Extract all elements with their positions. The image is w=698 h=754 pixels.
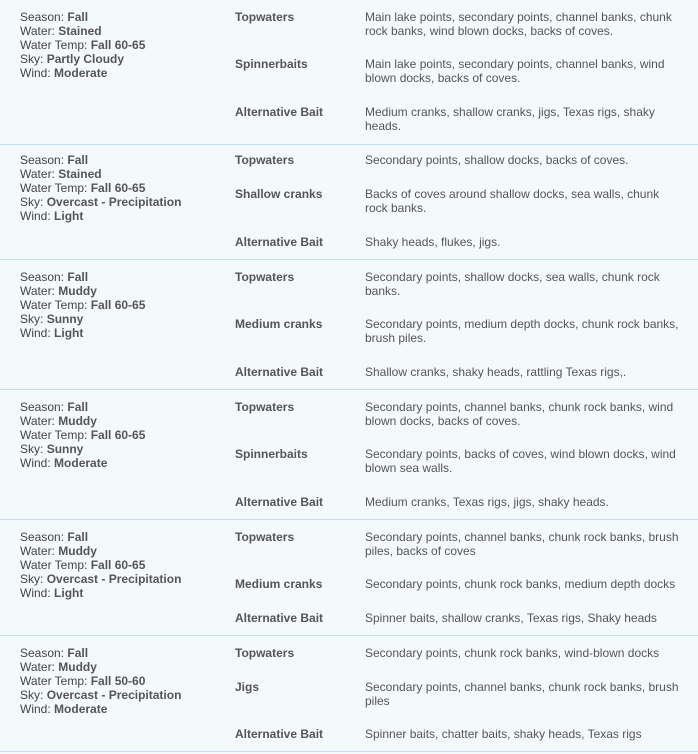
bait-name: Medium cranks: [235, 577, 323, 591]
wind-line: Wind: Light: [20, 209, 84, 223]
condition-block: [0, 145, 698, 260]
sky-value: Sunny: [46, 442, 84, 456]
condition-block: [0, 390, 698, 520]
season-value: Fall: [67, 400, 89, 414]
wind-value: Moderate: [54, 702, 108, 716]
water-line: Water: Stained: [20, 167, 102, 181]
wind-line: Wind: Moderate: [20, 456, 108, 470]
wind-value: Light: [54, 209, 84, 223]
temp-line: Water Temp: Fall 50-60: [20, 674, 146, 688]
wind-value: Light: [54, 326, 84, 340]
condition-block: [0, 636, 698, 752]
condition-block: [0, 0, 698, 145]
bait-name: Alternative Bait: [235, 727, 324, 741]
season-line: Season: Fall: [20, 153, 89, 167]
temp-value: Fall 60-65: [90, 558, 146, 572]
bait-locations: Secondary points, backs of coves, wind blown docks, wind blown sea walls.: [365, 447, 676, 475]
sky-line: Sky: Overcast - Precipitation: [20, 572, 182, 586]
bait-locations: Main lake points, secondary points, channel banks, wind blown docks, backs of coves.: [365, 57, 665, 85]
temp-value: Fall 60-65: [90, 38, 146, 52]
bait-locations: Secondary points, medium depth docks, chunk rock banks, brush piles.: [365, 317, 679, 345]
bait-locations: Spinner baits, shallow cranks, Texas rigs, Shaky heads: [365, 611, 657, 625]
bait-locations: Secondary points, shallow docks, sea walls, chunk rock banks.: [365, 270, 660, 298]
bait-name: Medium cranks: [235, 317, 323, 331]
conditions-list: [20, 646, 230, 716]
bait-name: Alternative Bait: [235, 105, 324, 119]
season-value: Fall: [67, 153, 89, 167]
wind-value: Moderate: [54, 456, 108, 470]
bait-locations: Medium cranks, shallow cranks, jigs, Texas rigs, shaky heads.: [365, 105, 655, 133]
sky-value: Overcast - Precipitation: [46, 688, 182, 702]
temp-line: Water Temp: Fall 60-65: [20, 298, 146, 312]
bait-locations: Medium cranks, Texas rigs, jigs, shaky heads.: [365, 495, 609, 509]
water-line: Water: Muddy: [20, 544, 97, 558]
season-line: Season: Fall: [20, 10, 89, 24]
sky-value: Sunny: [46, 312, 84, 326]
water-line: Water: Muddy: [20, 414, 97, 428]
temp-line: Water Temp: Fall 60-65: [20, 558, 146, 572]
sky-line: Sky: Sunny: [20, 442, 84, 456]
bait-name: Topwaters: [235, 270, 295, 284]
bait-name: Alternative Bait: [235, 611, 324, 625]
bait-locations: Secondary points, channel banks, chunk rock banks, wind blown docks, backs of coves.: [365, 400, 674, 428]
wind-value: Light: [54, 586, 84, 600]
water-value: Muddy: [58, 544, 97, 558]
bait-name: Topwaters: [235, 10, 295, 24]
sky-line: Sky: Partly Cloudy: [20, 52, 125, 66]
temp-line: Water Temp: Fall 60-65: [20, 428, 146, 442]
temp-line: Water Temp: Fall 60-65: [20, 38, 146, 52]
sky-line: Sky: Sunny: [20, 312, 84, 326]
wind-line: Wind: Light: [20, 586, 84, 600]
water-line: Water: Muddy: [20, 660, 97, 674]
temp-value: Fall 50-60: [90, 674, 146, 688]
conditions-list: [20, 153, 230, 223]
bait-locations: Secondary points, shallow docks, backs of coves.: [365, 153, 629, 167]
season-value: Fall: [67, 530, 89, 544]
water-value: Muddy: [58, 660, 97, 674]
bait-name: Jigs: [235, 680, 260, 694]
season-line: Season: Fall: [20, 400, 89, 414]
bait-name: Alternative Bait: [235, 365, 324, 379]
sky-value: Overcast - Precipitation: [46, 572, 182, 586]
sky-value: Overcast - Precipitation: [46, 195, 182, 209]
wind-value: Moderate: [54, 66, 108, 80]
water-line: Water: Muddy: [20, 284, 97, 298]
bait-locations: Main lake points, secondary points, channel banks, chunk rock banks, wind blown docks, backs of coves.: [365, 10, 672, 38]
water-value: Stained: [58, 167, 102, 181]
bait-name: Alternative Bait: [235, 495, 324, 509]
season-line: Season: Fall: [20, 270, 89, 284]
bait-locations: Secondary points, chunk rock banks, wind-blown docks: [365, 646, 660, 660]
season-value: Fall: [67, 270, 89, 284]
temp-value: Fall 60-65: [90, 298, 146, 312]
bait-name: Topwaters: [235, 153, 295, 167]
bait-locations: Shaky heads, flukes, jigs.: [365, 235, 501, 249]
temp-value: Fall 60-65: [90, 428, 146, 442]
season-line: Season: Fall: [20, 530, 89, 544]
temp-line: Water Temp: Fall 60-65: [20, 181, 146, 195]
sky-line: Sky: Overcast - Precipitation: [20, 688, 182, 702]
water-line: Water: Stained: [20, 24, 102, 38]
bait-locations: Backs of coves around shallow docks, sea walls, chunk rock banks.: [365, 187, 660, 215]
bait-locations: Shallow cranks, shaky heads, rattling Texas rigs,.: [365, 365, 627, 379]
bait-locations: Secondary points, channel banks, chunk rock banks, brush piles, backs of coves: [365, 530, 679, 558]
wind-line: Wind: Moderate: [20, 702, 108, 716]
bait-name: Topwaters: [235, 400, 295, 414]
wind-line: Wind: Light: [20, 326, 84, 340]
bait-locations: Spinner baits, chatter baits, shaky heads, Texas rigs: [365, 727, 642, 741]
condition-block: [0, 520, 698, 636]
conditions-list: [20, 270, 230, 340]
bait-name: Topwaters: [235, 646, 295, 660]
bait-name: Topwaters: [235, 530, 295, 544]
conditions-list: [20, 400, 230, 470]
bait-name: Spinnerbaits: [235, 57, 308, 71]
water-value: Muddy: [58, 414, 97, 428]
conditions-list: [20, 10, 230, 80]
conditions-list: [20, 530, 230, 600]
season-line: Season: Fall: [20, 646, 89, 660]
sky-line: Sky: Overcast - Precipitation: [20, 195, 182, 209]
bait-locations: Secondary points, chunk rock banks, medium depth docks: [365, 577, 676, 591]
bait-locations: Secondary points, channel banks, chunk rock banks, brush piles: [365, 680, 679, 708]
season-value: Fall: [67, 646, 89, 660]
bait-name: Spinnerbaits: [235, 447, 308, 461]
wind-line: Wind: Moderate: [20, 66, 108, 80]
temp-value: Fall 60-65: [90, 181, 146, 195]
water-value: Muddy: [58, 284, 97, 298]
water-value: Stained: [58, 24, 102, 38]
bait-name: Shallow cranks: [235, 187, 323, 201]
bait-name: Alternative Bait: [235, 235, 324, 249]
condition-block: [0, 260, 698, 390]
sky-value: Partly Cloudy: [46, 52, 125, 66]
season-value: Fall: [67, 10, 89, 24]
